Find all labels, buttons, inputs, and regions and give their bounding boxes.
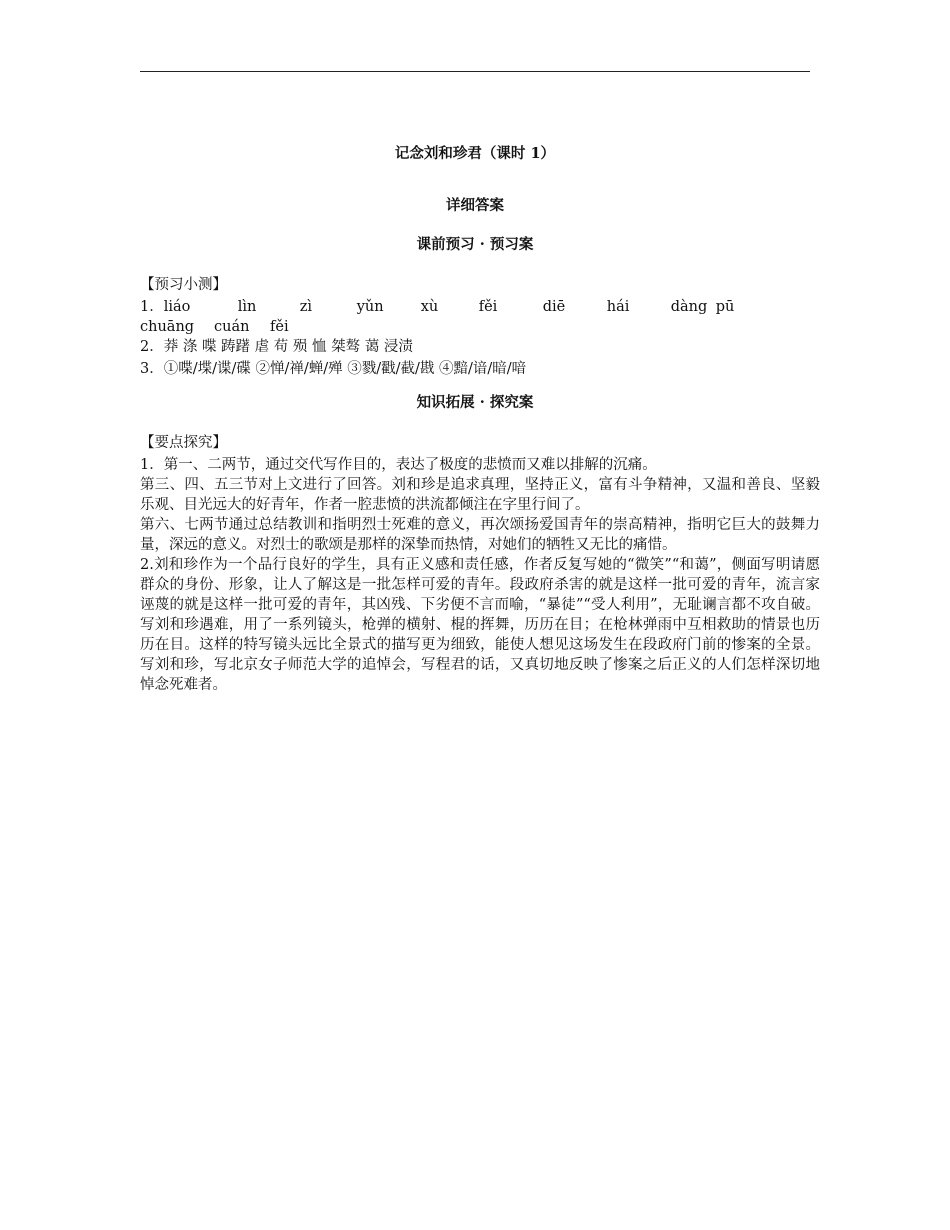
pinyin-item: hái xyxy=(606,299,630,315)
document-title: 记念刘和珍君（课时 1） xyxy=(394,145,556,162)
answer-paragraph-4: 2.刘和珍作为一个品行良好的学生，具有正义感和责任感，作者反复写她的“微笑”“和蔼”，侧面写明请愿群众的身份、形象，让人了解这是一批怎样可爱的青年。段政府杀害的就是这样一批可爱的青年，流言家诬蔑的就是这样一批可爱的青年，其凶残、下劣便不言而喻，“暴徒”“受人利用”，无耻谰言都不攻自破。写刘和珍遇难，用了一系列镜头，枪弹的横射、棍的挥舞，历历在目；在枪林弹雨中互相救助的情景也历历在目。这样的特写镜头远比全景式的描写更为细致，能使人想见这场发生在段政府门前的惨案的全景。写刘和珍，写北京女子师范大学的追悼会，写程君的话，又真切地反映了惨案之后正义的人们怎样深切地悼念死难者。 xyxy=(140,557,820,693)
document-subtitle: 详细答案 xyxy=(446,197,504,214)
question-2-answer: 2．莽 涤 喋 踌躇 虐 苟 殒 恤 桀骜 蔼 浸渍 xyxy=(140,339,413,355)
header-rule xyxy=(140,71,810,72)
question-1-number: 1． xyxy=(140,299,164,315)
section-label-key-points: 【要点探究】 xyxy=(140,435,227,451)
pinyin-item: pū xyxy=(715,299,735,315)
pinyin-item: lìn xyxy=(237,299,257,315)
question-3-answer: 3．①喋/堞/谍/碟 ②惮/禅/蝉/殚 ③戮/戳/截/戡 ④黯/谙/暗/喑 xyxy=(140,361,527,377)
pinyin-item: liáo xyxy=(163,299,191,315)
pinyin-item: chuāng xyxy=(140,319,195,335)
pinyin-item: xù xyxy=(420,299,439,315)
answer-paragraph-2: 第三、四、五三节对上文进行了回答。刘和珍是追求真理，坚持正义，富有斗争精神，又温和善良、坚毅乐观、目光远大的好青年，作者一腔悲愤的洪流都倾注在字里行间了。 xyxy=(140,477,820,513)
pinyin-item: zì xyxy=(299,299,313,315)
pinyin-item: yǔn xyxy=(356,299,384,315)
pinyin-item: cuán xyxy=(214,319,250,335)
section-heading-explore: 知识拓展 · 探究案 xyxy=(416,394,534,411)
question-1-pinyin xyxy=(140,297,820,317)
pinyin-item: diē xyxy=(542,299,566,315)
pinyin-item: fěi xyxy=(270,319,289,335)
answer-paragraph-1: 1．第一、二两节，通过交代写作目的，表达了极度的悲愤而又难以排解的沉痛。 xyxy=(140,457,657,473)
pinyin-item: fěi xyxy=(478,299,498,315)
question-1-pinyin-continued xyxy=(140,317,820,337)
pinyin-item: dàng xyxy=(670,299,708,315)
section-label-quiz: 【预习小测】 xyxy=(140,277,227,293)
answer-paragraph-3: 第六、七两节通过总结教训和指明烈士死难的意义，再次颂扬爱国青年的崇高精神，指明它巨大的鼓舞力量，深远的意义。对烈士的歌颂是那样的深挚而热情，对她们的牺牲又无比的痛惜。 xyxy=(140,517,820,553)
section-heading-preview: 课前预习 · 预习案 xyxy=(416,236,534,253)
document-body xyxy=(140,144,820,695)
